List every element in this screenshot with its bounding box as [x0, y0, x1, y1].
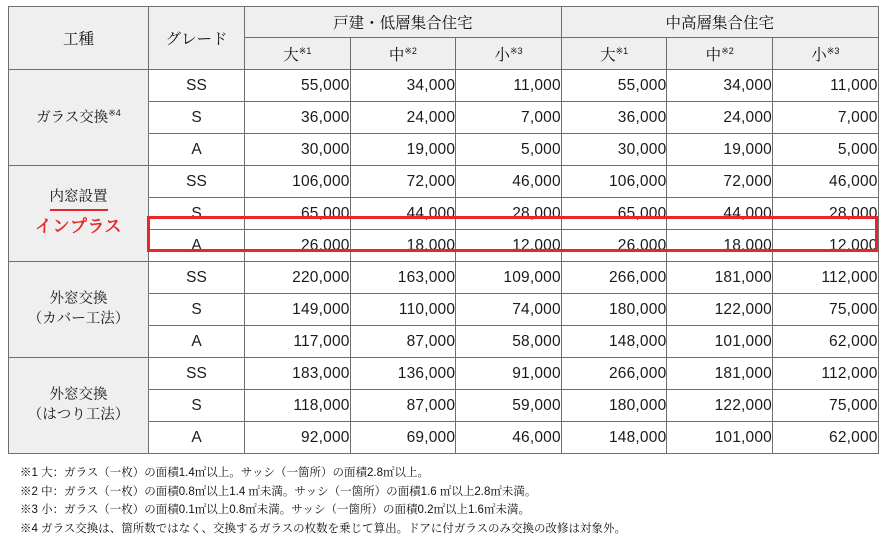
amount-cell: 92,000: [245, 422, 351, 454]
amount-cell: 122,000: [667, 294, 773, 326]
amount-cell: 101,000: [667, 422, 773, 454]
table-header: [9, 7, 879, 70]
amount-cell: 266,000: [561, 358, 667, 390]
header-midrise-large: [561, 38, 667, 70]
product-name-inplus: インプラス: [35, 216, 122, 236]
grade-cell: SS: [149, 358, 245, 390]
table-row: [9, 358, 879, 390]
amount-cell: 19,000: [350, 134, 456, 166]
grade-cell: S: [149, 198, 245, 230]
grade-cell: S: [149, 390, 245, 422]
amount-cell: 11,000: [773, 70, 879, 102]
amount-cell: 58,000: [456, 326, 562, 358]
amount-cell: 62,000: [773, 422, 879, 454]
header-detached-large: [245, 38, 351, 70]
amount-cell: 18,000: [667, 230, 773, 262]
footnote-4: ※4 ガラス交換は、箇所数ではなく、交換するガラスの枚数を乗じて算出。ドアに付ガラスのみ交換の改修は対象外。: [20, 522, 626, 535]
header-detached-small: [456, 38, 562, 70]
table-row: [9, 70, 879, 102]
amount-cell: 11,000: [456, 70, 562, 102]
header-group-midrise: 中高層集合住宅: [561, 7, 878, 38]
amount-cell: 7,000: [456, 102, 562, 134]
grade-cell: S: [149, 294, 245, 326]
amount-cell: 55,000: [245, 70, 351, 102]
footnote-ref: ※2: [404, 45, 417, 56]
amount-cell: 59,000: [456, 390, 562, 422]
size-label: 小: [811, 46, 827, 64]
amount-cell: 181,000: [667, 358, 773, 390]
footnotes: [20, 464, 878, 539]
amount-cell: 74,000: [456, 294, 562, 326]
header-detached-medium: [350, 38, 456, 70]
grade-cell: SS: [149, 70, 245, 102]
amount-cell: 75,000: [773, 390, 879, 422]
rowgroup-outer-window-cover: [9, 262, 149, 358]
amount-cell: 30,000: [561, 134, 667, 166]
amount-cell: 112,000: [773, 358, 879, 390]
amount-cell: 136,000: [350, 358, 456, 390]
amount-cell: 149,000: [245, 294, 351, 326]
amount-cell: 72,000: [667, 166, 773, 198]
header-midrise-medium: [667, 38, 773, 70]
rowgroup-outer-window-demolition: [9, 358, 149, 454]
amount-cell: 28,000: [456, 198, 562, 230]
amount-cell: 87,000: [350, 390, 456, 422]
footnote-2: ※2 中：ガラス（一枚）の面積0.8㎡以上1.4 ㎡未満。サッシ（一箇所）の面積1.6 ㎡以上2.8㎡未満。: [20, 485, 537, 498]
header-midrise-small: [773, 38, 879, 70]
amount-cell: 26,000: [561, 230, 667, 262]
rowgroup-label: 外窓交換: [49, 290, 108, 307]
footnote-ref: ※3: [509, 45, 523, 56]
amount-cell: 106,000: [245, 166, 351, 198]
grade-cell: A: [149, 326, 245, 358]
amount-cell: 75,000: [773, 294, 879, 326]
grade-cell: S: [149, 102, 245, 134]
amount-cell: 117,000: [245, 326, 351, 358]
amount-cell: 163,000: [350, 262, 456, 294]
amount-cell: 266,000: [561, 262, 667, 294]
size-label: 中: [705, 46, 722, 64]
amount-cell: 110,000: [350, 294, 456, 326]
grade-cell: SS: [149, 262, 245, 294]
grade-cell: SS: [149, 166, 245, 198]
amount-cell: 12,000: [773, 230, 879, 262]
amount-cell: 183,000: [245, 358, 351, 390]
amount-cell: 148,000: [561, 326, 667, 358]
amount-cell: 91,000: [456, 358, 562, 390]
footnote-ref: ※2: [721, 45, 734, 56]
amount-cell: 36,000: [245, 102, 351, 134]
rowgroup-label: 内窓設置: [50, 188, 108, 211]
amount-cell: 112,000: [773, 262, 879, 294]
subsidy-amount-table: [8, 6, 879, 454]
amount-cell: 44,000: [667, 198, 773, 230]
rowgroup-sublabel: （カバー工法）: [27, 310, 130, 327]
table-row: [9, 262, 879, 294]
amount-cell: 122,000: [667, 390, 773, 422]
amount-cell: 44,000: [350, 198, 456, 230]
table-row: [9, 166, 879, 198]
amount-cell: 180,000: [561, 294, 667, 326]
amount-cell: 109,000: [456, 262, 562, 294]
amount-cell: 7,000: [773, 102, 879, 134]
amount-cell: 118,000: [245, 390, 351, 422]
amount-cell: 72,000: [350, 166, 456, 198]
amount-cell: 65,000: [561, 198, 667, 230]
size-label: 大: [600, 46, 616, 64]
rowgroup-label: 外窓交換: [49, 386, 108, 403]
amount-cell: 181,000: [667, 262, 773, 294]
table-body: [9, 70, 879, 454]
amount-cell: 12,000: [456, 230, 562, 262]
amount-cell: 55,000: [561, 70, 667, 102]
amount-cell: 46,000: [456, 166, 562, 198]
amount-cell: 106,000: [561, 166, 667, 198]
amount-cell: 19,000: [667, 134, 773, 166]
size-label: 中: [388, 46, 405, 64]
amount-cell: 26,000: [245, 230, 351, 262]
grade-cell: A: [149, 230, 245, 262]
size-label: 小: [494, 46, 510, 64]
rowgroup-inner-window: [9, 166, 149, 262]
footnote-ref: ※3: [826, 45, 840, 56]
amount-cell: 69,000: [350, 422, 456, 454]
amount-cell: 30,000: [245, 134, 351, 166]
amount-cell: 34,000: [667, 70, 773, 102]
footnote-3: ※3 小：ガラス（一枚）の面積0.1㎡以上0.8㎡未満。サッシ（一箇所）の面積0.2㎡以上1.6㎡未満。: [20, 504, 530, 517]
amount-cell: 65,000: [245, 198, 351, 230]
amount-cell: 46,000: [773, 166, 879, 198]
amount-cell: 5,000: [456, 134, 562, 166]
footnote-1: ※1 大：ガラス（一枚）の面積1.4㎡以上。サッシ（一箇所）の面積2.8㎡以上。: [20, 467, 429, 479]
amount-cell: 18,000: [350, 230, 456, 262]
header-kousyu: 工種: [9, 7, 149, 70]
amount-cell: 180,000: [561, 390, 667, 422]
amount-cell: 46,000: [456, 422, 562, 454]
amount-cell: 34,000: [350, 70, 456, 102]
grade-cell: A: [149, 422, 245, 454]
header-group-detached: 戸建・低層集合住宅: [245, 7, 562, 38]
footnote-ref: ※1: [298, 45, 312, 56]
amount-cell: 87,000: [350, 326, 456, 358]
amount-cell: 28,000: [773, 198, 879, 230]
amount-cell: 62,000: [773, 326, 879, 358]
amount-cell: 101,000: [667, 326, 773, 358]
amount-cell: 5,000: [773, 134, 879, 166]
rowgroup-label: ガラス交換: [36, 109, 109, 126]
header-grade: グレード: [149, 7, 245, 70]
amount-cell: 24,000: [350, 102, 456, 134]
amount-cell: 148,000: [561, 422, 667, 454]
amount-cell: 36,000: [561, 102, 667, 134]
amount-cell: 24,000: [667, 102, 773, 134]
size-label: 大: [283, 46, 299, 64]
footnote-ref: ※1: [615, 45, 629, 56]
amount-cell: 220,000: [245, 262, 351, 294]
rowgroup-glass-replacement: [9, 70, 149, 166]
rowgroup-sublabel: （はつり工法）: [27, 406, 130, 423]
grade-cell: A: [149, 134, 245, 166]
footnote-ref: ※4: [108, 107, 121, 118]
